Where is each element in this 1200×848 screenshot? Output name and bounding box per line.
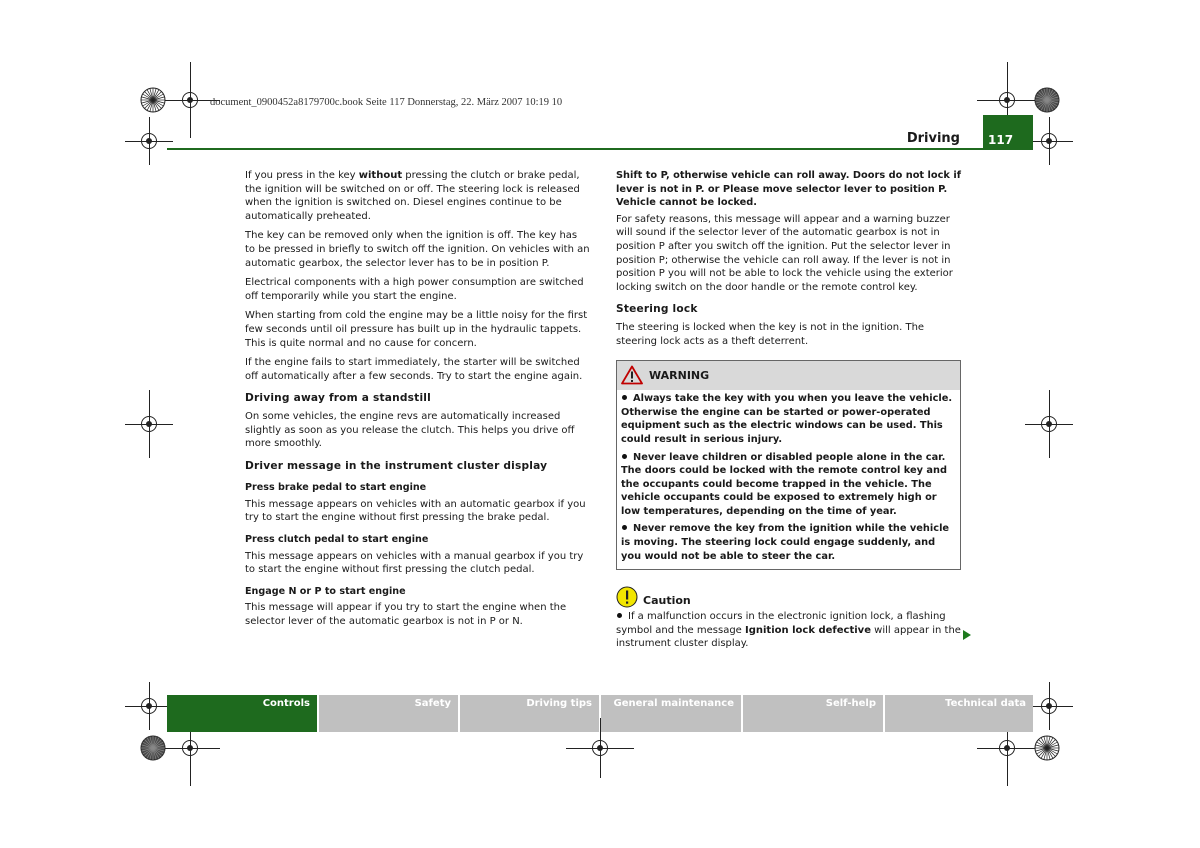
left-column bbox=[245, 169, 590, 635]
paragraph: This message will appear if you try to start the engine when the selector lever of the automatic gearbox is not in P or N. bbox=[245, 602, 567, 628]
chapter-navigation bbox=[167, 695, 1033, 732]
warning-title: WARNING bbox=[649, 369, 710, 383]
warning-body bbox=[617, 390, 960, 569]
subheading-brake-pedal: Press brake pedal to start engine bbox=[245, 482, 427, 494]
paragraph: On some vehicles, the engine revs are automatically increased slightly as soon as you release the clutch. This helps you drive off more smoothly. bbox=[245, 410, 575, 450]
paragraph: If you press in the key without pressing the clutch or brake pedal, the ignition will be switched on or off. The steering lock is released when the ignition is switched on. Diesel engines continue to be automatically preheated. bbox=[245, 170, 580, 222]
starburst-target-icon bbox=[140, 87, 166, 113]
tab-general-maintenance[interactable]: General maintenance bbox=[601, 695, 741, 732]
caution-block bbox=[616, 582, 961, 651]
starburst-target-icon bbox=[1034, 735, 1060, 761]
warning-triangle-icon bbox=[621, 365, 643, 385]
registration-target-icon bbox=[141, 698, 157, 714]
tab-safety[interactable]: Safety bbox=[319, 695, 458, 732]
subheading-clutch-pedal: Press clutch pedal to start engine bbox=[245, 534, 429, 546]
registration-target-icon bbox=[182, 92, 198, 108]
caution-title: Caution bbox=[643, 594, 691, 608]
warning-item: Always take the key with you when you leave the vehicle. Otherwise the engine can be started or power-operated equipment such as the electric windows can be used. This could result in serious injury. bbox=[621, 393, 953, 445]
tab-technical-data[interactable]: Technical data bbox=[885, 695, 1033, 732]
registration-target-icon bbox=[1041, 416, 1057, 432]
paragraph: For safety reasons, this message will appear and a warning buzzer will sound if the selector lever of the automatic gearbox is not in position P after you switch off the ignition. Put the selector lever in position P; otherwise the vehicle can roll away. If the lever is not in position P you will not be able to lock the vehicle using the exterior locking switch on the door handle or the remote control key. bbox=[616, 213, 953, 293]
paragraph: Electrical components with a high power consumption are switched off temporarily while you start the engine. bbox=[245, 277, 584, 302]
paragraph: This message appears on vehicles with an automatic gearbox if you try to start the engine without first pressing the brake pedal. bbox=[245, 498, 586, 524]
bullet-icon bbox=[622, 525, 627, 530]
subheading-shift-to-p: Shift to P, otherwise vehicle can roll away. Doors do not lock if lever is not in P. or Please move selector lever to position P. Vehicle cannot be locked. bbox=[616, 170, 961, 209]
registration-target-icon bbox=[1041, 698, 1057, 714]
registration-target-icon bbox=[1041, 133, 1057, 149]
heading-steering-lock: Steering lock bbox=[616, 303, 698, 316]
continue-arrow-icon bbox=[962, 630, 972, 640]
paragraph: The steering is locked when the key is not in the ignition. The steering lock acts as a theft deterrent. bbox=[616, 321, 925, 347]
caution-text: If a malfunction occurs in the electronic ignition lock, a flashing symbol and the message Ignition lock defective will appear in the instrument cluster display. bbox=[616, 611, 961, 650]
right-column bbox=[616, 169, 961, 651]
warning-item: Never remove the key from the ignition while the vehicle is moving. The steering lock could engage suddenly, and you would not be able to steer the car. bbox=[621, 523, 950, 562]
tab-controls[interactable]: Controls bbox=[167, 695, 317, 732]
paragraph: When starting from cold the engine may be a little noisy for the first few seconds until oil pressure has built up in the hydraulic tappets. This is quite normal and no cause for concern. bbox=[245, 310, 588, 349]
starburst-target-icon bbox=[1034, 87, 1060, 113]
print-metadata-line: document_0900452a8179700c.book Seite 117 Donnerstag, 22. März 2007 10:19 10 bbox=[210, 97, 563, 108]
subheading-engage-n-or-p: Engage N or P to start engine bbox=[245, 585, 406, 597]
warning-box bbox=[616, 360, 961, 570]
paragraph: This message appears on vehicles with a manual gearbox if you try to start the engine without first pressing the clutch pedal. bbox=[245, 550, 584, 576]
heading-driving-away: Driving away from a standstill bbox=[245, 392, 431, 405]
section-title: Driving bbox=[906, 131, 960, 146]
registration-target-icon bbox=[141, 416, 157, 432]
registration-target-icon bbox=[592, 740, 608, 756]
registration-target-icon bbox=[141, 133, 157, 149]
tab-self-help[interactable]: Self-help bbox=[743, 695, 883, 732]
registration-target-icon bbox=[999, 740, 1015, 756]
tab-driving-tips[interactable]: Driving tips bbox=[460, 695, 599, 732]
bullet-icon bbox=[622, 395, 627, 400]
header-rule bbox=[167, 148, 1033, 150]
warning-header bbox=[617, 361, 960, 390]
registration-target-icon bbox=[999, 92, 1015, 108]
paragraph: The key can be removed only when the ignition is off. The key has to be pressed in briefly to switch off the ignition. On vehicles with an automatic gearbox, the selector lever has to be in position P. bbox=[245, 230, 590, 269]
starburst-target-icon bbox=[140, 735, 166, 761]
bullet-icon bbox=[617, 613, 622, 618]
caution-exclamation-icon bbox=[616, 586, 638, 608]
warning-item: Never leave children or disabled people alone in the car. The doors could be locked with the remote control key and the occupants could become trapped in the vehicle. The vehicle occupants could be exposed to extremely high or low temperatures, depending on the time of year. bbox=[621, 451, 947, 517]
bullet-icon bbox=[622, 454, 627, 459]
page-number: 117 bbox=[983, 115, 1033, 149]
paragraph: If the engine fails to start immediately, the starter will be switched off automatically after a few seconds. Try to start the engine again. bbox=[245, 357, 583, 382]
registration-target-icon bbox=[182, 740, 198, 756]
heading-driver-message: Driver message in the instrument cluster display bbox=[245, 459, 548, 472]
